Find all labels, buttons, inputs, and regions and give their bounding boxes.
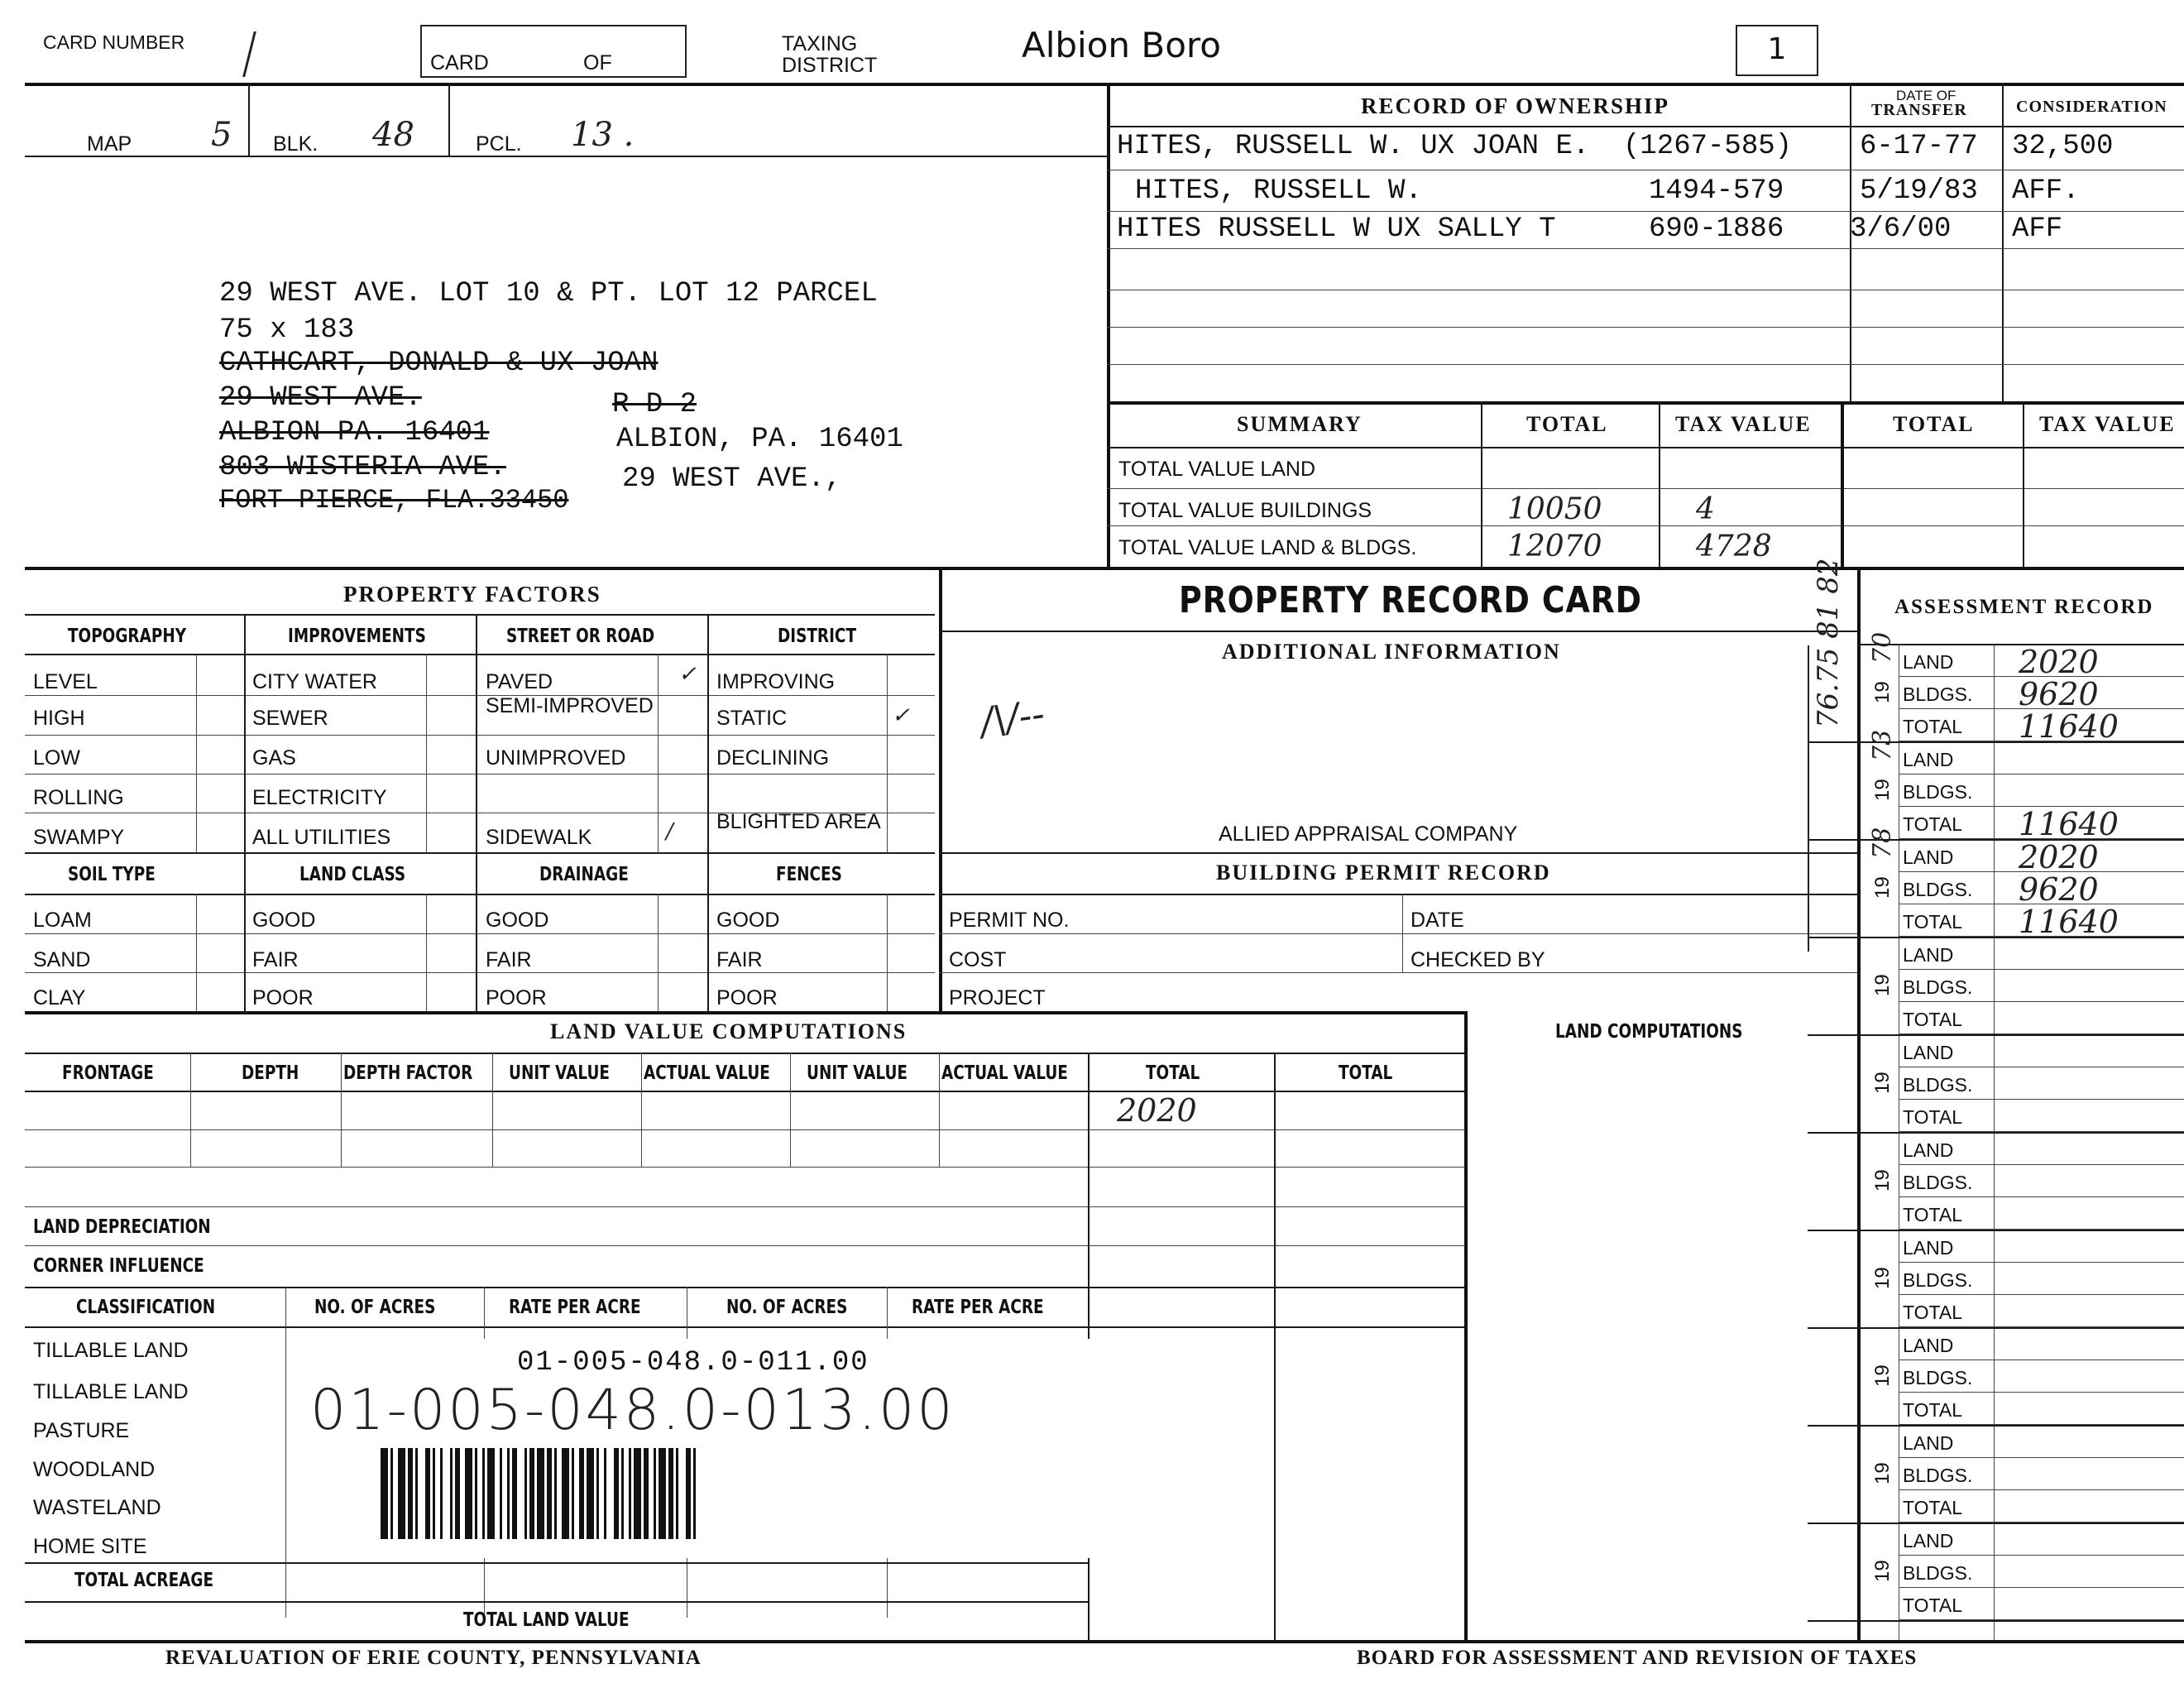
topo-level: LEVEL (33, 670, 98, 693)
ownership-title: RECORD OF OWNERSHIP (1361, 94, 1670, 118)
assessment-row-label: LAND (1903, 651, 1954, 673)
summary-landbldgs-total: 12070 (1507, 530, 1602, 563)
summary-buildings-tax: 4 (1696, 492, 1715, 526)
assessment-year-prefix: 19 (1871, 1462, 1894, 1484)
assessment-row-label: LAND (1903, 1042, 1954, 1063)
footer-right: BOARD FOR ASSESSMENT AND REVISION OF TAXES (1357, 1647, 1918, 1669)
barcode-bar (668, 1448, 673, 1539)
assessment-value: 2020 (2019, 644, 2099, 680)
permit-date-label: DATE (1410, 909, 1464, 932)
current-city: ALBION, PA. 16401 (616, 424, 903, 455)
book-2: 1494-579 (1649, 175, 1784, 207)
assessment-row-label: TOTAL (1903, 911, 1962, 933)
imp-water: CITY WATER (252, 670, 377, 693)
barcode-bar (654, 1448, 656, 1539)
col-rate-2: RATE PER ACRE (912, 1297, 1044, 1318)
former-rd: R D 2 (612, 389, 697, 420)
assessment-year-prefix: 19 (1871, 974, 1894, 996)
assessment-year: 70 (1868, 631, 1897, 664)
assessment-row-label: LAND (1903, 944, 1954, 966)
assessment-row-label: BLDGS. (1903, 879, 1973, 900)
total-acreage-label: TOTAL ACREAGE (74, 1570, 214, 1591)
assessment-row-label: BLDGS. (1903, 683, 1973, 705)
assessment-row-label: LAND (1903, 1335, 1954, 1356)
assessment-row-label: TOTAL (1903, 1204, 1962, 1225)
assessment-row-label: BLDGS. (1903, 1562, 1973, 1584)
barcode-bar (529, 1448, 534, 1539)
barcode-bar (500, 1448, 502, 1539)
imp-gas: GAS (252, 746, 296, 770)
barcode-bar (572, 1448, 574, 1539)
assessment-row-label: BLDGS. (1903, 1465, 1973, 1486)
class-pasture: PASTURE (33, 1419, 130, 1442)
assessment-side-numbers: 76.75 81 82 (1812, 558, 1845, 728)
assessment-year-prefix: 19 (1871, 1560, 1894, 1582)
permit-cost-label: COST (949, 948, 1007, 971)
book-3: 690-1886 (1649, 213, 1784, 245)
barcode-bar (487, 1448, 495, 1539)
assessment-title: ASSESSMENT RECORD (1894, 596, 2154, 618)
barcode-bar (408, 1448, 413, 1539)
check-mark-paved: ✓ (678, 662, 697, 687)
land-computations-title: LAND COMPUTATIONS (1555, 1021, 1743, 1043)
col-depth: DEPTH (242, 1062, 299, 1084)
class-wasteland: WASTELAND (33, 1496, 161, 1519)
col-frontage: FRONTAGE (62, 1062, 154, 1084)
col-land-class: LAND CLASS (299, 864, 406, 885)
assessment-year-prefix: 19 (1871, 779, 1894, 801)
summary-title: SUMMARY (1237, 412, 1363, 436)
street-unimproved: UNIMPROVED (486, 746, 626, 770)
owner-2: HITES, RUSSELL W. (1135, 175, 1422, 207)
district-improving: IMPROVING (716, 670, 836, 693)
assessment-row-label: BLDGS. (1903, 1367, 1973, 1388)
soil-loam: LOAM (33, 909, 92, 932)
consideration-3: AFF (2012, 213, 2063, 245)
assessment-year: 78 (1868, 827, 1897, 859)
assessment-year-prefix: 19 (1871, 1169, 1894, 1192)
check-mark-sidewalk: / (666, 819, 673, 844)
assessment-row-label: TOTAL (1903, 1594, 1962, 1616)
lot-dimensions: 75 x 183 (219, 314, 355, 346)
current-street: 29 WEST AVE., (622, 463, 842, 495)
class-home-site: HOME SITE (33, 1535, 147, 1558)
transfer-header: TRANSFER (1871, 101, 1967, 119)
assessment-year-prefix: 19 (1871, 1364, 1894, 1387)
col-no-acres-2: NO. OF ACRES (726, 1297, 848, 1318)
assessment-year: 73 (1868, 729, 1897, 761)
additional-info-scribble: /\/-- (977, 690, 1047, 745)
district-blighted: BLIGHTED AREA (716, 810, 881, 833)
drainage-poor: POOR (486, 986, 547, 1009)
barcode-bar (450, 1448, 453, 1539)
barcode-bar (390, 1448, 393, 1539)
additional-info-title: ADDITIONAL INFORMATION (1222, 640, 1561, 664)
col-rate-1: RATE PER ACRE (509, 1297, 641, 1318)
blk-value: 48 (372, 116, 414, 154)
class-woodland: WOODLAND (33, 1458, 156, 1481)
former-owner: CATHCART, DONALD & UX JOAN (219, 348, 659, 379)
pcl-label: PCL. (476, 132, 522, 156)
assessment-row-label: TOTAL (1903, 1009, 1962, 1030)
summary-row-land-bldgs: TOTAL VALUE LAND & BLDGS. (1118, 536, 1417, 559)
col-actual-value-1: ACTUAL VALUE (644, 1062, 770, 1084)
street-paved: PAVED (486, 670, 553, 693)
barcode-bar (621, 1448, 624, 1539)
barcode-bar (634, 1448, 641, 1539)
col-soil-type: SOIL TYPE (68, 864, 156, 885)
former-address-4: FORT PIERCE, FLA.33450 (219, 485, 569, 516)
barcode-bar (604, 1448, 606, 1539)
col-topography: TOPOGRAPHY (68, 626, 187, 647)
date-2: 5/19/83 (1860, 175, 1978, 207)
topo-swampy: SWAMPY (33, 826, 125, 849)
barcode-bar (676, 1448, 678, 1539)
summary-buildings-total: 10050 (1507, 492, 1602, 526)
land-value-title: LAND VALUE COMPUTATIONS (550, 1019, 908, 1043)
assessment-row-label: LAND (1903, 1139, 1954, 1161)
former-address-3: 803 WISTERIA AVE. (219, 452, 506, 483)
col-drainage: DRAINAGE (539, 864, 629, 885)
col-depth-factor: DEPTH FACTOR (343, 1062, 473, 1084)
barcode-bar (596, 1448, 599, 1539)
taxing-district-value: Albion Boro (1022, 25, 1221, 65)
assessment-row-label: LAND (1903, 1530, 1954, 1551)
col-total-1: TOTAL (1146, 1062, 1200, 1084)
date-of-label: DATE OF (1896, 88, 1956, 103)
barcode-bar (686, 1448, 691, 1539)
street-semi-improved: SEMI-IMPROVED (486, 694, 654, 717)
assessment-row-label: BLDGS. (1903, 976, 1973, 998)
fences-poor: POOR (716, 986, 778, 1009)
barcode-bar (381, 1448, 388, 1539)
landclass-good: GOOD (252, 909, 316, 932)
barcode-bar (482, 1448, 485, 1539)
card-number-handwriting (242, 31, 290, 77)
land-depreciation-label: LAND DEPRECIATION (33, 1216, 211, 1238)
pcl-value: 13 . (571, 116, 635, 154)
taxing-district-label: TAXING DISTRICT (782, 32, 878, 77)
parcel-id-printed: 01-005-048.0-011.00 (517, 1347, 869, 1379)
district-static: STATIC (716, 707, 788, 730)
imp-electricity: ELECTRICITY (252, 786, 387, 809)
landclass-poor: POOR (252, 986, 314, 1009)
card-number-label: CARD NUMBER (43, 31, 185, 53)
consideration-1: 32,500 (2012, 131, 2114, 162)
assessment-row-label: BLDGS. (1903, 1269, 1973, 1291)
barcode-bar (659, 1448, 666, 1539)
barcode-bar (547, 1448, 552, 1539)
consideration-header: CONSIDERATION (2016, 98, 2167, 116)
consideration-2: AFF. (2012, 175, 2080, 207)
owner-1: HITES, RUSSELL W. UX JOAN E. (1117, 131, 1590, 162)
barcode-bar (440, 1448, 443, 1539)
district-declining: DECLINING (716, 746, 830, 770)
barcode-bar (587, 1448, 594, 1539)
book-1: (1267-585) (1623, 131, 1793, 162)
assessment-value: 9620 (2019, 676, 2099, 712)
assessment-value: 11640 (2019, 806, 2119, 842)
barcode-bar (644, 1448, 649, 1539)
topo-low: LOW (33, 746, 80, 770)
property-factors-title: PROPERTY FACTORS (343, 582, 601, 607)
col-street: STREET OR ROAD (506, 626, 655, 647)
assessment-row-label: TOTAL (1903, 1302, 1962, 1323)
barcode-bar (524, 1448, 527, 1539)
corner-influence-label: CORNER INFLUENCE (33, 1255, 204, 1277)
summary-row-buildings: TOTAL VALUE BUILDINGS (1118, 499, 1372, 522)
imp-sewer: SEWER (252, 707, 328, 730)
barcode-bar (475, 1448, 477, 1539)
summary-total2-header: TOTAL (1893, 412, 1975, 436)
barcode-bar (562, 1448, 569, 1539)
assessment-row-label: BLDGS. (1903, 1172, 1973, 1193)
col-fences: FENCES (776, 864, 842, 885)
landclass-fair: FAIR (252, 948, 299, 971)
col-classification: CLASSIFICATION (76, 1297, 216, 1318)
former-address-2: ALBION PA. 16401 (219, 417, 490, 448)
permit-project-label: PROJECT (949, 986, 1046, 1009)
card-title: PROPERTY RECORD CARD (1179, 579, 1642, 621)
card-count-box: 1 (1736, 25, 1818, 76)
land-total-value: 2020 (1117, 1092, 1197, 1129)
permit-record-title: BUILDING PERMIT RECORD (1216, 861, 1551, 885)
barcode-bar (693, 1448, 696, 1539)
card-of-box (420, 25, 687, 78)
barcode-bar (455, 1448, 460, 1539)
date-3: 3/6/00 (1850, 213, 1952, 245)
assessment-year-prefix: 19 (1871, 876, 1894, 899)
col-improvements: IMPROVEMENTS (288, 626, 426, 647)
assessment-row-label: BLDGS. (1903, 1074, 1973, 1096)
assessment-row-label: BLDGS. (1903, 781, 1973, 803)
assessment-value: 11640 (2019, 708, 2119, 745)
assessment-row-label: TOTAL (1903, 813, 1962, 835)
summary-landbldgs-tax: 4728 (1696, 530, 1772, 563)
permit-checked-label: CHECKED BY (1410, 948, 1545, 971)
date-1: 6-17-77 (1860, 131, 1978, 162)
col-district: DISTRICT (778, 626, 856, 647)
assessment-row-label: TOTAL (1903, 1106, 1962, 1128)
col-unit-value-2: UNIT VALUE (807, 1062, 908, 1084)
imp-all-utilities: ALL UTILITIES (252, 826, 391, 849)
assessment-value: 2020 (2019, 839, 2099, 875)
col-total-2: TOTAL (1339, 1062, 1393, 1084)
drainage-good: GOOD (486, 909, 549, 932)
assessment-year-prefix: 19 (1871, 681, 1894, 703)
barcode-bar (465, 1448, 472, 1539)
summary-tax-header: TAX VALUE (1675, 412, 1812, 436)
col-unit-value-1: UNIT VALUE (509, 1062, 610, 1084)
summary-tax2-header: TAX VALUE (2039, 412, 2176, 436)
map-label: MAP (87, 132, 132, 156)
col-actual-value-2: ACTUAL VALUE (941, 1062, 1068, 1084)
barcode-bar (629, 1448, 631, 1539)
total-land-value-label: TOTAL LAND VALUE (463, 1609, 630, 1631)
assessment-row-label: TOTAL (1903, 1399, 1962, 1421)
barcode-bar (415, 1448, 418, 1539)
topo-rolling: ROLLING (33, 786, 124, 809)
barcode-bar (537, 1448, 544, 1539)
barcode-bar (512, 1448, 517, 1539)
drainage-fair: FAIR (486, 948, 532, 971)
assessment-row-label: LAND (1903, 846, 1954, 868)
assessment-value: 9620 (2019, 871, 2099, 908)
assessment-row-label: LAND (1903, 749, 1954, 770)
map-value: 5 (211, 116, 232, 154)
check-mark-static: ✓ (892, 703, 910, 728)
barcode-bar (507, 1448, 510, 1539)
barcode (381, 1448, 1042, 1543)
permit-no-label: PERMIT NO. (949, 909, 1070, 932)
barcode-bar (398, 1448, 405, 1539)
card-label: CARD (430, 51, 489, 74)
former-address-1: 29 WEST AVE. (219, 382, 422, 414)
street-sidewalk: SIDEWALK (486, 826, 592, 849)
barcode-bar (433, 1448, 435, 1539)
assessment-row-label: TOTAL (1903, 1497, 1962, 1518)
of-label: OF (583, 51, 612, 74)
assessment-value: 11640 (2019, 904, 2119, 940)
summary-total-header: TOTAL (1526, 412, 1608, 436)
topo-high: HIGH (33, 707, 85, 730)
assessment-year-prefix: 19 (1871, 1267, 1894, 1289)
class-tillable-1: TILLABLE LAND (33, 1339, 189, 1362)
assessment-row-label: LAND (1903, 1432, 1954, 1454)
parcel-id-handwritten: 01-005-048.0-013.00 (310, 1378, 956, 1443)
assessment-row-label: TOTAL (1903, 716, 1962, 737)
barcode-bar (554, 1448, 557, 1539)
summary-row-land: TOTAL VALUE LAND (1118, 458, 1316, 481)
class-tillable-2: TILLABLE LAND (33, 1380, 189, 1403)
col-no-acres-1: NO. OF ACRES (314, 1297, 436, 1318)
fences-fair: FAIR (716, 948, 763, 971)
soil-clay: CLAY (33, 986, 86, 1009)
blk-label: BLK. (273, 132, 318, 156)
barcode-bar (614, 1448, 619, 1539)
barcode-bar (579, 1448, 584, 1539)
assessment-row-label: LAND (1903, 1237, 1954, 1259)
footer-left: REVALUATION OF ERIE COUNTY, PENNSYLVANIA (165, 1647, 702, 1669)
assessment-year-prefix: 19 (1871, 1072, 1894, 1094)
legal-description: 29 WEST AVE. LOT 10 & PT. LOT 12 PARCEL (219, 278, 878, 309)
owner-3: HITES RUSSELL W UX SALLY T (1117, 213, 1556, 245)
appraisal-company: ALLIED APPRAISAL COMPANY (1219, 822, 1518, 846)
soil-sand: SAND (33, 948, 91, 971)
barcode-bar (425, 1448, 430, 1539)
fences-good: GOOD (716, 909, 780, 932)
